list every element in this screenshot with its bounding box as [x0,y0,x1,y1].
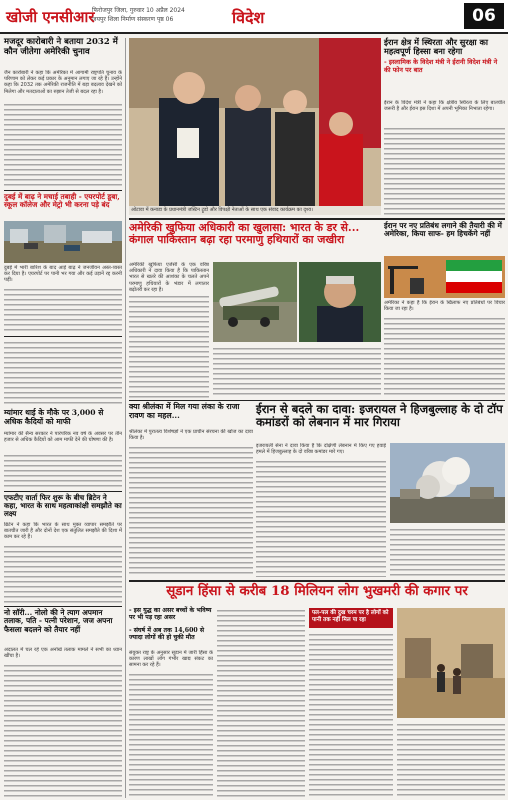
lead-photo [129,38,381,206]
headline-uk-fta: एफटीए वार्ता फिर शुरू के बीच ब्रिटेन ने कहा, भारत के साथ महत्वाकांक्षी समझौते का लक्ष्य [4,493,122,519]
headline-dubai-flood: दुबई में बाढ़ ने मचाई तबाही - एयरपोर्ट डूबा, स्कूल कॉलेज और मेट्रो भी करना पड़े बंद [4,192,120,210]
body-myanmar: म्यांमार की सैन्य सरकार ने पारंपरिक नव वर्ष के अवसर पर तीन हजार से अधिक कैदियों को आम माफी देने की घोषणा की है। [4,431,122,444]
story-uk-fta [4,494,122,604]
page-number: 06 [464,3,504,29]
trudeau-photo [129,38,381,206]
text-column [390,527,505,577]
headline-iran-sanctions: ईरान पर नए प्रतिबंध लगाने की तैयारी की में अमेरिका, किया साफ- हम हिचकेंगे नहीं [384,221,502,239]
headline-us-election: मजदूर कारोबारी ने बताया 2032 में कौन जीतेगा अमेरिकी चुनाव [4,37,118,57]
body-us-election: जैन कारोबारी ने कहा कि अमेरिका में आगामी राष्ट्रपति चुनाव के परिणाम को लेकर कई प्रकार के अनुमान लगाए जा रहे हैं। उन्होंने कहा कि 2032 तक अमेरिकी राजनीति में बड़ा बदलाव देखने को मिलेगा और मतदाताओं का रुझान तेजी से बदल रहा है। [4,70,122,95]
headline-pakistan-nuclear: अमेरिकी खुफिया अधिकारी का खुलासा: भारत के डर से... कंगाल पाकिस्तान बढ़ा रहा परमाणु हथियारों का जखीरा [129,221,360,247]
divider [129,580,505,582]
photo-israel-strike [390,443,505,523]
newspaper-logo: खोजी एनसीआर [6,8,95,26]
sudan-street-image [397,608,505,718]
section-title: विदेश [232,8,265,27]
text-column [213,346,381,398]
headline-myanmar: म्यांमार थाई के मौके पर 3,000 से अधिक कैदियों को माफी [4,408,104,426]
story-ravana-palace [129,403,253,577]
story-iran-sanctions [384,222,505,398]
text-column [397,722,505,798]
body-pakistan-nuclear: अमेरिकी खुफिया एजेंसी के एक वरिष्ठ अधिकारी ने दावा किया है कि पाकिस्तान भारत से खतरे की आशंका के चलते अपने परमाणु हथियारों के भंडार में लगातार बढ़ोतरी कर रहा है। [129,262,209,292]
text-column [217,608,305,798]
flood-image [4,221,122,263]
body-iran-sanctions: अमेरिका ने कहा है कि ईरान के खिलाफ नए प्रतिबंधों पर विचार किया जा रहा है। [384,300,505,313]
dateline [92,6,202,24]
divider [4,190,122,191]
subhead-iran-stability: - इस्लामिक के विदेश मंत्री ने ईरानी विदेश मंत्री ने की फोन पर बात [384,58,498,74]
body-iran-stability: ईरान के विदेश मंत्री ने कहा कि क्षेत्रीय स्थिरता के लिए बातचीत जरूरी है और ईरान इस दिशा में अपनी भूमिका निभाता रहेगा। [384,100,505,113]
photo-iran-flag [384,256,505,298]
story-israel-hezbollah [256,403,505,577]
story-myanmar [4,409,122,489]
body-sudan: संयुक्त राष्ट्र के अनुसार सूडान में जारी हिंसा के कारण लाखों लोग गंभीर खाद्य संकट का सामना कर रहे हैं। [129,650,213,669]
photo-missile-parade [213,262,297,342]
smoke-image [390,443,505,523]
iran-oil-flag-image [384,256,505,298]
text-column [129,445,253,577]
photo-shehbaz-sharif [299,262,381,342]
text-column [4,340,122,406]
story-pakistan-nuclear [129,222,381,398]
portrait-image [299,262,381,342]
text-column [384,126,505,216]
divider [129,400,505,401]
column-rule [125,38,126,798]
text-column [4,453,122,489]
divider [4,606,122,607]
headline-iran-stability: ईरान क्षेत्र में स्थिरता और सुरक्षा का महत्वपूर्ण हिस्सा बना रहेगा [384,37,488,57]
missile-image [213,262,297,342]
text-column [129,672,213,798]
bullet-sudan-1: - इस युद्ध का असर बच्चों के भविष्य पर भी पड़ रहा असर [129,607,212,621]
text-column [384,316,505,398]
headline-israel-hezbollah: ईरान से बदले का दावा: इजरायल ने हिजबुल्लाह के दो टॉप कमांडरों को लेबनान में मार गिराया [256,402,503,429]
story-dubai-flood [4,193,122,333]
divider [4,491,122,492]
photo-sudan [397,608,505,718]
text-column [4,663,122,797]
body-dubai-flood: दुबई में भारी बारिश के बाद आई बाढ़ ने जनजीवन अस्त-व्यस्त कर दिया है। एयरपोर्ट पर पानी भर गया और कई उड़ानें रद्द करनी पड़ीं। [4,265,122,284]
dateline-line2: जयपुर शिला निर्माण संस्करण पृष्ठ 06 [92,16,174,23]
dateline-line1: फिरोजपुर जिला, गुरुवार 10 अप्रैल 2024 [92,7,185,14]
headline-sudan: सूडान हिंसा से करीब 18 मिलियन लोग भुखमरी की कगार पर [166,583,468,599]
story-us-election [4,38,122,188]
text-column [4,287,122,333]
text-column [4,102,122,188]
body-ravana-palace: श्रीलंका में पुरातत्व विशेषज्ञों ने एक प्राचीन संरचना की खोज का दावा किया है। [129,429,253,442]
text-column [256,459,386,577]
masthead [0,0,508,34]
sudan-pull-quote: पल-पल की दुख चरम पर है लोगों को पानी तक नहीं मिल पा रहा [309,608,393,628]
body-divorce: अदालत में चल रहे एक अनोखे तलाक मामले ने सभी का ध्यान खींचा है। [4,647,122,660]
text-column [129,294,209,398]
headline-ravana-palace: क्या श्रीलंका में मिल गया लंका के राजा रावण का महल... [129,402,240,420]
story-iran-stability [384,38,505,216]
divider [129,218,505,220]
text-column [309,632,393,798]
story-divorce [4,609,122,797]
body-israel-hezbollah: इजरायली सेना ने दावा किया है कि दक्षिणी लेबनान में किए गए हवाई हमले में हिजबुल्लाह के दो वरिष्ठ कमांडर मारे गए। [256,443,386,456]
text-column [4,544,122,604]
body-uk-fta: ब्रिटेन ने कहा कि भारत के साथ मुक्त व्यापार समझौते पर बातचीत जारी है और दोनों देश एक संतुलित समझौते की दिशा में काम कर रहे हैं। [4,522,122,541]
photo-dubai-flood [4,221,122,263]
divider [4,336,122,337]
lead-photo-caption: ओटावा में कनाडा के प्रधानमंत्री जस्टिन ट्रूडो और विपक्षी नेताओं के साथ एक संवाद कार्यक्रम का दृश्य। [129,206,381,215]
bullet-sudan-2: - संघर्ष में अब तक 14,600 से ज्यादा लोगों की हो चुकी मौत [129,627,205,641]
story-sudan [129,584,505,798]
headline-divorce: नो सॉरी... नोलो की ने त्याग अपमान तलाक, पति - पत्नी परेशान, जज अपना फैसला बदलने को तैयार नहीं [4,608,113,634]
